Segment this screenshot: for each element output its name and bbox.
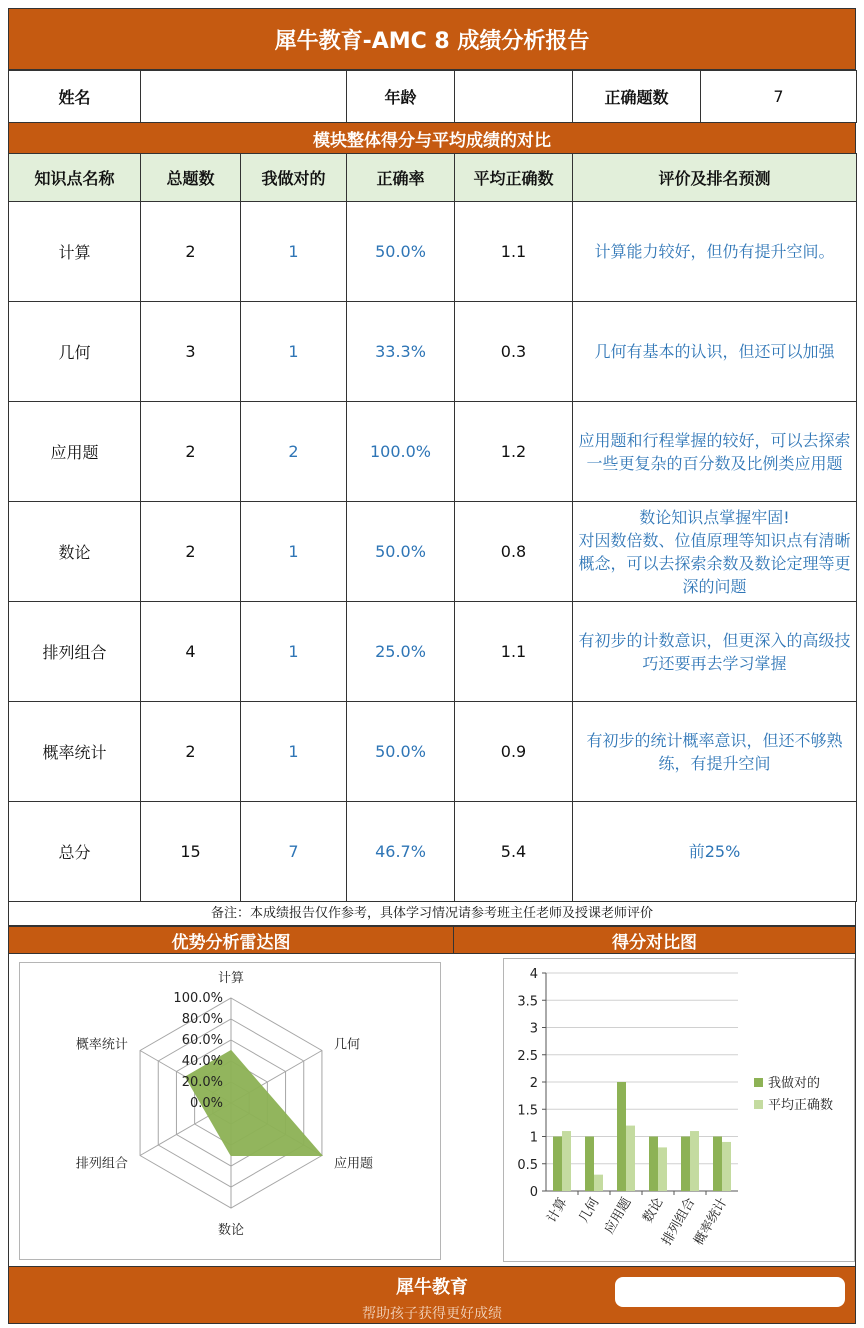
bar-y-tick-label: 3 (529, 1021, 538, 1037)
age-label: 年龄 (347, 71, 455, 123)
topic-name: 计算 (9, 202, 141, 302)
bar-category-label: 概率统计 (691, 1195, 731, 1249)
module-score-table (8, 153, 857, 902)
bar-chart (503, 958, 855, 1262)
radar-category-label: 应用题 (334, 1156, 374, 1172)
average-correct: 1.1 (455, 602, 573, 702)
bar-y-tick-label: 3.5 (517, 994, 538, 1010)
bar-my-correct (617, 1082, 626, 1191)
correct-count-value[interactable]: 7 (701, 71, 857, 123)
column-header: 评价及排名预测 (573, 154, 857, 202)
total-row (9, 802, 857, 902)
student-info-table (8, 70, 857, 123)
total-count: 2 (141, 402, 241, 502)
bar-my-correct (649, 1137, 658, 1192)
average-correct: 1.1 (455, 202, 573, 302)
name-value[interactable] (141, 71, 347, 123)
total-average: 5.4 (455, 802, 573, 902)
radar-chart-title: 优势分析雷达图 (8, 926, 454, 954)
bar-average (722, 1142, 731, 1191)
bar-y-tick-label: 2.5 (517, 1048, 538, 1064)
average-correct: 0.8 (455, 502, 573, 602)
evaluation-comment: 几何有基本的认识，但还可以加强 (573, 302, 857, 402)
legend-swatch (754, 1100, 763, 1109)
total-count: 2 (141, 502, 241, 602)
bar-average (626, 1126, 635, 1191)
footer-blank-patch (615, 1277, 845, 1307)
age-value[interactable] (455, 71, 573, 123)
total-count: 2 (141, 202, 241, 302)
radar-tick-label: 80.0% (181, 1012, 223, 1027)
topic-name: 应用题 (9, 402, 141, 502)
table-row (9, 602, 857, 702)
evaluation-comment: 数论知识点掌握牢固! 对因数倍数、位值原理等知识点有清晰概念，可以去探索余数及数论定理等更深的问题 (573, 502, 857, 602)
topic-name: 概率统计 (9, 702, 141, 802)
legend-label: 平均正确数 (768, 1098, 834, 1113)
radar-category-label: 计算 (217, 971, 245, 986)
correct-count: 1 (241, 602, 347, 702)
radar-category-label: 概率统计 (75, 1037, 128, 1053)
table-header-row (9, 154, 857, 202)
bar-chart-title: 得分对比图 (454, 926, 856, 954)
legend-swatch (754, 1078, 763, 1087)
correct-count: 1 (241, 202, 347, 302)
topic-name: 数论 (9, 502, 141, 602)
footer-slogan: 帮助孩子获得更好成绩 (362, 1306, 502, 1322)
column-header: 知识点名称 (9, 154, 141, 202)
radar-chart-svg (20, 963, 442, 1261)
evaluation-comment: 有初步的统计概率意识，但还不够熟练，有提升空间 (573, 702, 857, 802)
charts-area (8, 954, 856, 1266)
radar-category-label: 排列组合 (75, 1156, 128, 1172)
bar-average (562, 1131, 571, 1191)
correct-rate: 33.3% (347, 302, 455, 402)
correct-rate: 50.0% (347, 202, 455, 302)
column-header: 平均正确数 (455, 154, 573, 202)
bar-my-correct (681, 1137, 690, 1192)
total-count: 3 (141, 302, 241, 402)
average-correct: 1.2 (455, 402, 573, 502)
bar-y-tick-label: 1 (529, 1130, 538, 1146)
bar-chart-svg (504, 959, 856, 1263)
report-title: 犀牛教育-AMC 8 成绩分析报告 (8, 8, 856, 70)
radar-category-label: 几何 (334, 1037, 361, 1053)
chart-titles (8, 926, 856, 954)
correct-count: 1 (241, 502, 347, 602)
correct-rate: 100.0% (347, 402, 455, 502)
bar-average (658, 1147, 667, 1191)
column-header: 正确率 (347, 154, 455, 202)
correct-rate: 50.0% (347, 702, 455, 802)
table-row (9, 302, 857, 402)
correct-count: 1 (241, 302, 347, 402)
correct-count-label: 正确题数 (573, 71, 701, 123)
table-row (9, 202, 857, 302)
correct-count: 2 (241, 402, 347, 502)
column-header: 我做对的 (241, 154, 347, 202)
radar-tick-label: 0.0% (189, 1096, 223, 1111)
radar-chart (19, 962, 441, 1260)
name-label: 姓名 (9, 71, 141, 123)
total-rate: 46.7% (347, 802, 455, 902)
radar-category-label: 数论 (217, 1223, 245, 1238)
correct-rate: 50.0% (347, 502, 455, 602)
bar-category-label: 计算 (544, 1195, 571, 1226)
table-row (9, 402, 857, 502)
table-row (9, 702, 857, 802)
topic-name: 几何 (9, 302, 141, 402)
total-questions: 15 (141, 802, 241, 902)
bar-y-tick-label: 4 (529, 967, 538, 982)
bar-y-tick-label: 0.5 (517, 1157, 538, 1173)
total-label: 总分 (9, 802, 141, 902)
bar-category-label: 数论 (640, 1195, 667, 1226)
radar-tick-label: 40.0% (181, 1054, 223, 1069)
radar-tick-label: 60.0% (181, 1033, 223, 1048)
average-correct: 0.9 (455, 702, 573, 802)
bar-y-tick-label: 0 (529, 1185, 538, 1200)
bar-category-label: 排列组合 (659, 1195, 699, 1249)
evaluation-comment: 有初步的计数意识，但更深入的高级技巧还要再去学习掌握 (573, 602, 857, 702)
evaluation-comment: 计算能力较好，但仍有提升空间。 (573, 202, 857, 302)
footer (8, 1266, 856, 1324)
report-page (8, 8, 856, 1324)
legend-label: 我做对的 (768, 1076, 821, 1091)
correct-count: 1 (241, 702, 347, 802)
bar-average (690, 1131, 699, 1191)
bar-my-correct (585, 1137, 594, 1192)
radar-tick-label: 20.0% (181, 1075, 223, 1090)
bar-category-label: 几何 (576, 1195, 603, 1226)
bar-my-correct (713, 1137, 722, 1192)
bar-my-correct (553, 1137, 562, 1192)
module-comparison-title: 模块整体得分与平均成绩的对比 (8, 123, 856, 153)
radar-tick-label: 100.0% (173, 991, 223, 1006)
ranking-prediction: 前25% (573, 802, 857, 902)
report-note: 备注：本成绩报告仅作参考，具体学习情况请参考班主任老师及授课老师评价 (8, 902, 856, 926)
footer-brand: 犀牛教育 (396, 1277, 468, 1298)
column-header: 总题数 (141, 154, 241, 202)
average-correct: 0.3 (455, 302, 573, 402)
topic-name: 排列组合 (9, 602, 141, 702)
evaluation-comment: 应用题和行程掌握的较好，可以去探索一些更复杂的百分数及比例类应用题 (573, 402, 857, 502)
total-correct: 7 (241, 802, 347, 902)
table-row (9, 502, 857, 602)
bar-category-label: 应用题 (601, 1195, 635, 1237)
bar-y-tick-label: 1.5 (517, 1103, 538, 1119)
bar-average (594, 1175, 603, 1191)
total-count: 2 (141, 702, 241, 802)
correct-rate: 25.0% (347, 602, 455, 702)
total-count: 4 (141, 602, 241, 702)
bar-y-tick-label: 2 (529, 1076, 538, 1091)
